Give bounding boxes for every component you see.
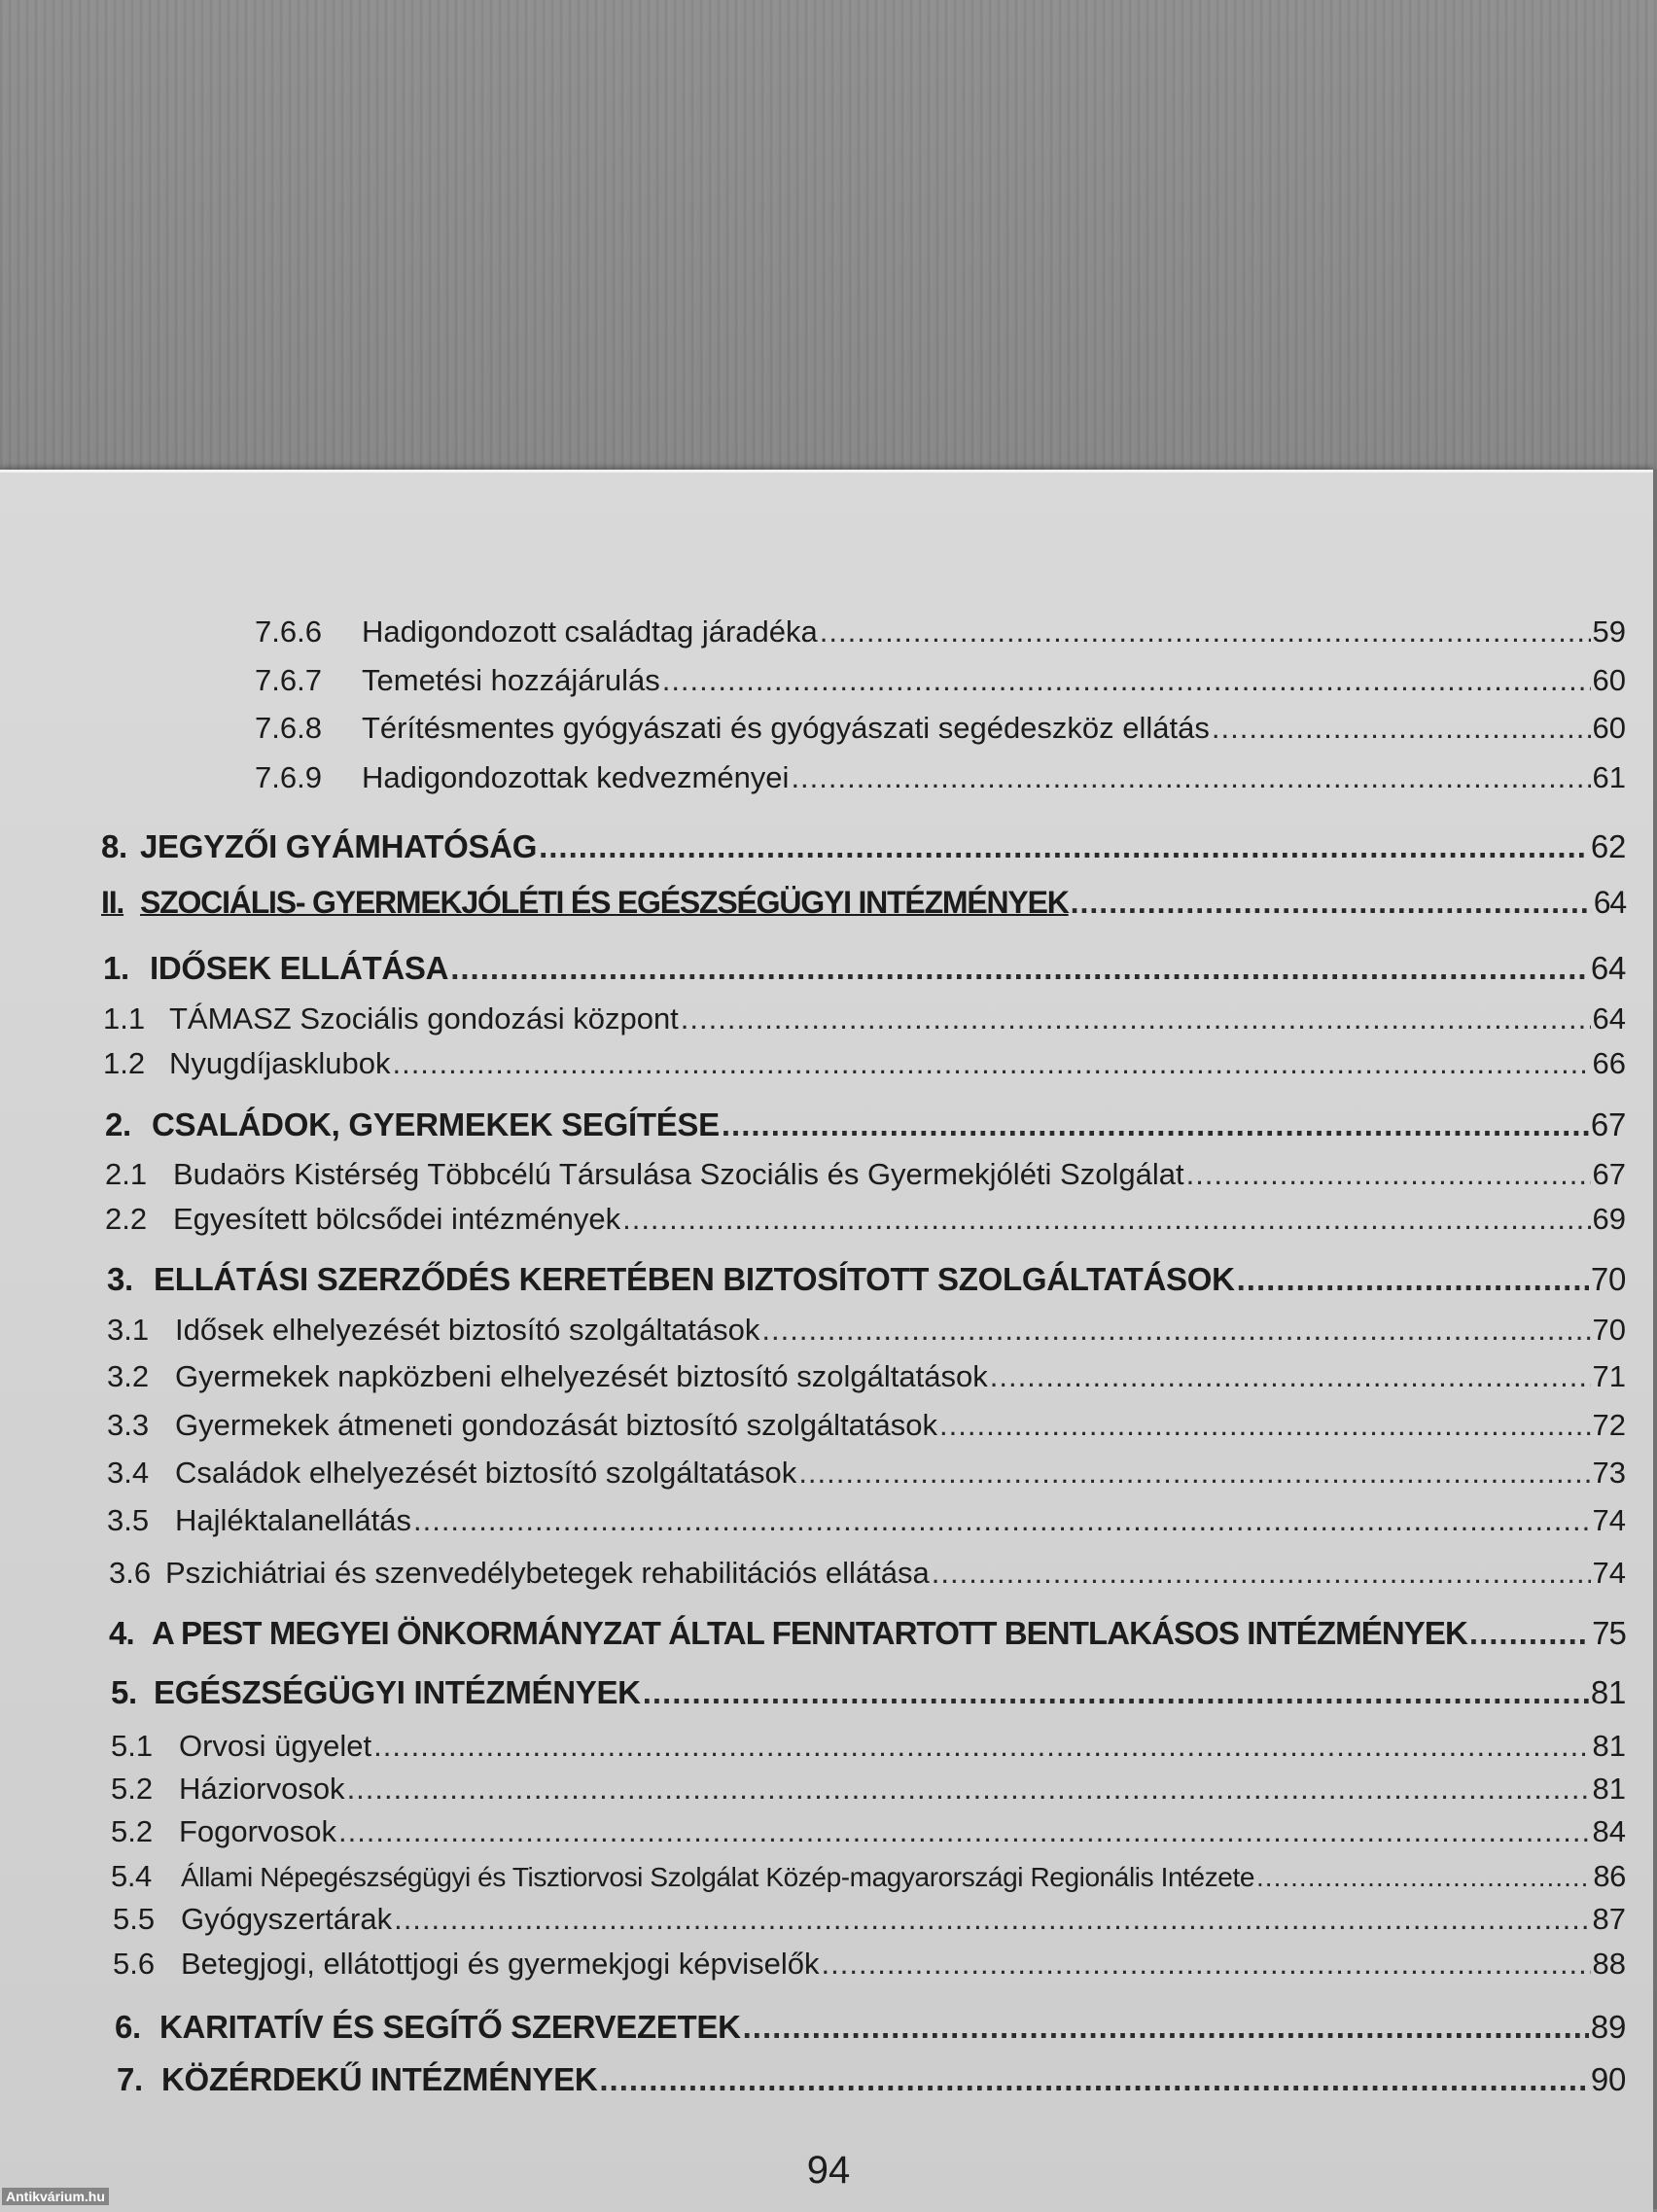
toc-entry-number: 7.6.7	[255, 663, 322, 697]
toc-leader-dots	[1256, 1862, 1591, 1893]
toc-leader-dots	[373, 1729, 1590, 1764]
toc-entry[interactable]	[0, 1556, 1626, 1591]
toc-chapter[interactable]	[0, 1615, 1626, 1652]
toc-entry-number: 8.	[101, 828, 127, 864]
toc-chapter[interactable]	[0, 1674, 1626, 1711]
toc-entry-number: 5.6	[113, 1947, 156, 1981]
toc-entry-number: 5.2	[111, 1814, 154, 1848]
toc-leader-dots	[643, 1674, 1589, 1711]
toc-leader-dots	[681, 1001, 1591, 1036]
toc-part[interactable]	[0, 885, 1626, 921]
toc-entry-page: 60	[1592, 663, 1626, 697]
toc-leader-dots	[338, 1814, 1591, 1849]
toc-entry-page: 69	[1592, 1202, 1626, 1236]
toc-chapter[interactable]	[0, 828, 1626, 865]
toc-leader-dots	[622, 1202, 1590, 1237]
toc-entry-number: 2.1	[105, 1157, 148, 1191]
toc-entry-page: 71	[1592, 1359, 1626, 1393]
toc-entry-title: IDŐSEK ELLÁTÁSA	[150, 950, 449, 986]
toc-entry-page: 66	[1592, 1046, 1626, 1080]
toc-chapter[interactable]	[0, 2061, 1626, 2098]
toc-entry-number: 5.4	[111, 1859, 152, 1893]
toc-leader-dots	[347, 1772, 1591, 1807]
toc-entry-page: 67	[1592, 1157, 1626, 1191]
toc-entry-page: 89	[1590, 2009, 1626, 2045]
toc-entry[interactable]	[0, 1859, 1626, 1894]
toc-entry-number: 7.6.9	[255, 760, 322, 794]
toc-leader-dots	[798, 1456, 1590, 1491]
toc-entry-number: 5.5	[113, 1902, 156, 1936]
toc-entry-number: 3.	[107, 1261, 133, 1297]
toc-entry[interactable]	[0, 711, 1626, 746]
toc-entry-number: 7.6.8	[255, 711, 322, 745]
toc-chapter[interactable]	[0, 1106, 1626, 1143]
toc-entry[interactable]	[0, 614, 1626, 650]
toc-leader-dots	[1212, 711, 1591, 746]
toc-entry[interactable]	[0, 1313, 1626, 1348]
toc-entry-number: 3.6	[109, 1556, 152, 1590]
toc-entry-page: 70	[1592, 1313, 1626, 1347]
toc-entry[interactable]	[0, 1046, 1626, 1081]
toc-entry-title: Idősek elhelyezését biztosító szolgáltatások	[175, 1313, 760, 1347]
toc-entry-title: KARITATÍV ÉS SEGÍTŐ SZERVEZETEK	[159, 2009, 741, 2045]
toc-entry-title: Hadigondozottak kedvezményei	[362, 760, 790, 794]
toc-entry-number: 7.6.6	[255, 614, 322, 649]
toc-entry-title: Betegjogi, ellátottjogi és gyermekjogi képviselők	[181, 1947, 820, 1981]
toc-entry-page: 81	[1590, 1674, 1626, 1710]
toc-entry-page: 59	[1592, 614, 1626, 649]
toc-entry-number: 1.2	[103, 1046, 146, 1080]
toc-entry-title: Temetési hozzájárulás	[362, 663, 660, 697]
toc-entry-title: Nyugdíjasklubok	[169, 1046, 391, 1080]
toc-entry-title: Fogorvosok	[179, 1814, 336, 1848]
toc-leader-dots	[392, 1046, 1590, 1081]
toc-leader-dots	[761, 1313, 1590, 1348]
toc-leader-dots	[939, 1408, 1590, 1443]
toc-leader-dots	[394, 1902, 1590, 1937]
toc-entry-page: 73	[1592, 1456, 1626, 1490]
toc-entry-number: 5.	[111, 1674, 137, 1710]
toc-entry-number: II.	[101, 885, 124, 920]
toc-leader-dots	[820, 614, 1591, 650]
toc-chapter[interactable]	[0, 950, 1626, 987]
toc-entry-title: Háziorvosok	[179, 1772, 345, 1806]
toc-entry-title: A PEST MEGYEI ÖNKORMÁNYZAT ÁLTAL FENNTARTOTT BENTLAKÁSOS INTÉZMÉNYEK	[152, 1615, 1467, 1651]
toc-entry-number: 3.3	[107, 1408, 150, 1442]
toc-leader-dots	[599, 2061, 1589, 2098]
toc-entry-number: 3.1	[107, 1313, 150, 1347]
toc-entry-page: 81	[1592, 1772, 1626, 1806]
toc-entry-title: KÖZÉRDEKŰ INTÉZMÉNYEK	[161, 2061, 598, 2097]
toc-entry-page: 64	[1592, 1001, 1626, 1036]
toc-leader-dots	[662, 663, 1591, 698]
toc-entry[interactable]	[0, 1902, 1626, 1937]
toc-entry-number: 5.1	[111, 1729, 154, 1763]
toc-entry-page: 86	[1593, 1859, 1626, 1893]
toc-entry-title: ELLÁTÁSI SZERZŐDÉS KERETÉBEN BIZTOSÍTOTT SZOLGÁLTATÁSOK	[154, 1261, 1235, 1297]
toc-entry-number: 2.	[105, 1106, 131, 1142]
toc-leader-dots	[791, 760, 1590, 795]
toc-leader-dots	[1071, 885, 1592, 921]
toc-entry[interactable]	[0, 1001, 1626, 1036]
toc-leader-dots	[1469, 1615, 1590, 1652]
toc-entry-title: Állami Népegészségügyi és Tisztiorvosi Szolgálat Közép-magyarországi Regionális Intézete	[181, 1862, 1255, 1892]
toc-entry-number: 6.	[115, 2009, 141, 2045]
toc-entry-title: Budaörs Kistérség Többcélú Társulása Szociális és Gyermekjóléti Szolgálat	[173, 1157, 1184, 1191]
toc-entry-title: JEGYZŐI GYÁMHATÓSÁG	[140, 828, 538, 864]
toc-entry-number: 3.4	[107, 1456, 150, 1490]
toc-entry[interactable]	[0, 1408, 1626, 1443]
toc-leader-dots	[743, 2009, 1589, 2046]
toc-chapter[interactable]	[0, 1261, 1626, 1298]
toc-chapter[interactable]	[0, 2009, 1626, 2046]
toc-leader-dots	[990, 1359, 1591, 1394]
toc-entry-page: 84	[1592, 1814, 1626, 1848]
toc-entry-number: 2.2	[105, 1202, 148, 1236]
toc-entry-number: 5.2	[111, 1772, 154, 1806]
toc-entry-page: 64	[1590, 950, 1626, 986]
toc-entry-page: 62	[1590, 828, 1626, 864]
toc-entry[interactable]	[0, 1157, 1626, 1192]
toc-entry[interactable]	[0, 1456, 1626, 1491]
toc-leader-dots	[539, 828, 1589, 865]
toc-entry-title: CSALÁDOK, GYERMEKEK SEGÍTÉSE	[152, 1106, 720, 1142]
toc-entry-page: 70	[1590, 1261, 1626, 1297]
toc-leader-dots	[822, 1947, 1591, 1982]
toc-entry-title: Gyermekek átmeneti gondozását biztosító szolgáltatások	[175, 1408, 938, 1442]
toc-entry-title: Pszichiátriai és szenvedélybetegek rehabilitációs ellátása	[165, 1556, 930, 1590]
toc-entry[interactable]	[0, 1729, 1626, 1764]
toc-entry-page: 81	[1592, 1729, 1626, 1763]
toc-entry[interactable]	[0, 1359, 1626, 1394]
toc-entry[interactable]	[0, 760, 1626, 795]
toc-entry-page: 74	[1592, 1556, 1626, 1590]
toc-entry-title: Gyógyszertárak	[181, 1902, 393, 1936]
toc-entry-number: 3.5	[107, 1503, 150, 1537]
page-edge	[1653, 470, 1657, 2209]
toc-entry[interactable]	[0, 1503, 1626, 1538]
toc-entry-page: 67	[1590, 1106, 1626, 1142]
toc-entry-page: 61	[1592, 760, 1626, 794]
toc-entry[interactable]	[0, 1814, 1626, 1849]
toc-leader-dots	[932, 1556, 1591, 1591]
toc-entry-number: 1.1	[103, 1001, 146, 1036]
scan-background	[0, 0, 1657, 476]
toc-entry-page: 75	[1592, 1615, 1626, 1651]
toc-entry[interactable]	[0, 1202, 1626, 1237]
toc-entry[interactable]	[0, 1772, 1626, 1807]
toc-leader-dots	[722, 1106, 1589, 1143]
toc-leader-dots	[450, 950, 1589, 987]
toc-entry-number: 1.	[103, 950, 129, 986]
toc-entry-title: Orvosi ügyelet	[179, 1729, 372, 1763]
toc-entry-title: Hadigondozott családtag járadéka	[362, 614, 818, 649]
toc-entry[interactable]	[0, 663, 1626, 698]
toc-entry-title: Hajléktalanellátás	[175, 1503, 411, 1537]
toc-entry[interactable]	[0, 1947, 1626, 1982]
toc-entry-number: 3.2	[107, 1359, 150, 1393]
toc-entry-page: 60	[1592, 711, 1626, 745]
toc-entry-title: Gyermekek napközbeni elhelyezését biztosító szolgáltatások	[175, 1359, 988, 1393]
toc-leader-dots	[1186, 1157, 1591, 1192]
toc-entry-title: TÁMASZ Szociális gondozási központ	[169, 1001, 679, 1036]
toc-entry-title: SZOCIÁLIS- GYERMEKJÓLÉTI ÉS EGÉSZSÉGÜGYI INTÉZMÉNYEK	[140, 885, 1069, 920]
watermark: Antikvárium.hu	[2, 2188, 109, 2205]
toc-leader-dots	[413, 1503, 1591, 1538]
toc-entry-title: Térítésmentes gyógyászati és gyógyászati segédeszköz ellátás	[362, 711, 1210, 745]
toc-entry-page: 87	[1592, 1902, 1626, 1936]
toc-entry-page: 74	[1592, 1503, 1626, 1537]
page-number: 94	[806, 2149, 851, 2192]
toc-entry-number: 4.	[109, 1615, 134, 1651]
toc-entry-page: 72	[1592, 1408, 1626, 1442]
toc-entry-page: 88	[1592, 1947, 1626, 1981]
toc-entry-page: 64	[1593, 885, 1626, 920]
toc-entry-title: EGÉSZSÉGÜGYI INTÉZMÉNYEK	[154, 1674, 641, 1710]
toc-entry-page: 90	[1590, 2061, 1626, 2097]
toc-entry-title: Egyesített bölcsődei intézmények	[173, 1202, 621, 1236]
toc-leader-dots	[1237, 1261, 1589, 1298]
toc-entry-number: 7.	[117, 2061, 143, 2097]
toc-entry-title: Családok elhelyezését biztosító szolgáltatások	[175, 1456, 797, 1490]
